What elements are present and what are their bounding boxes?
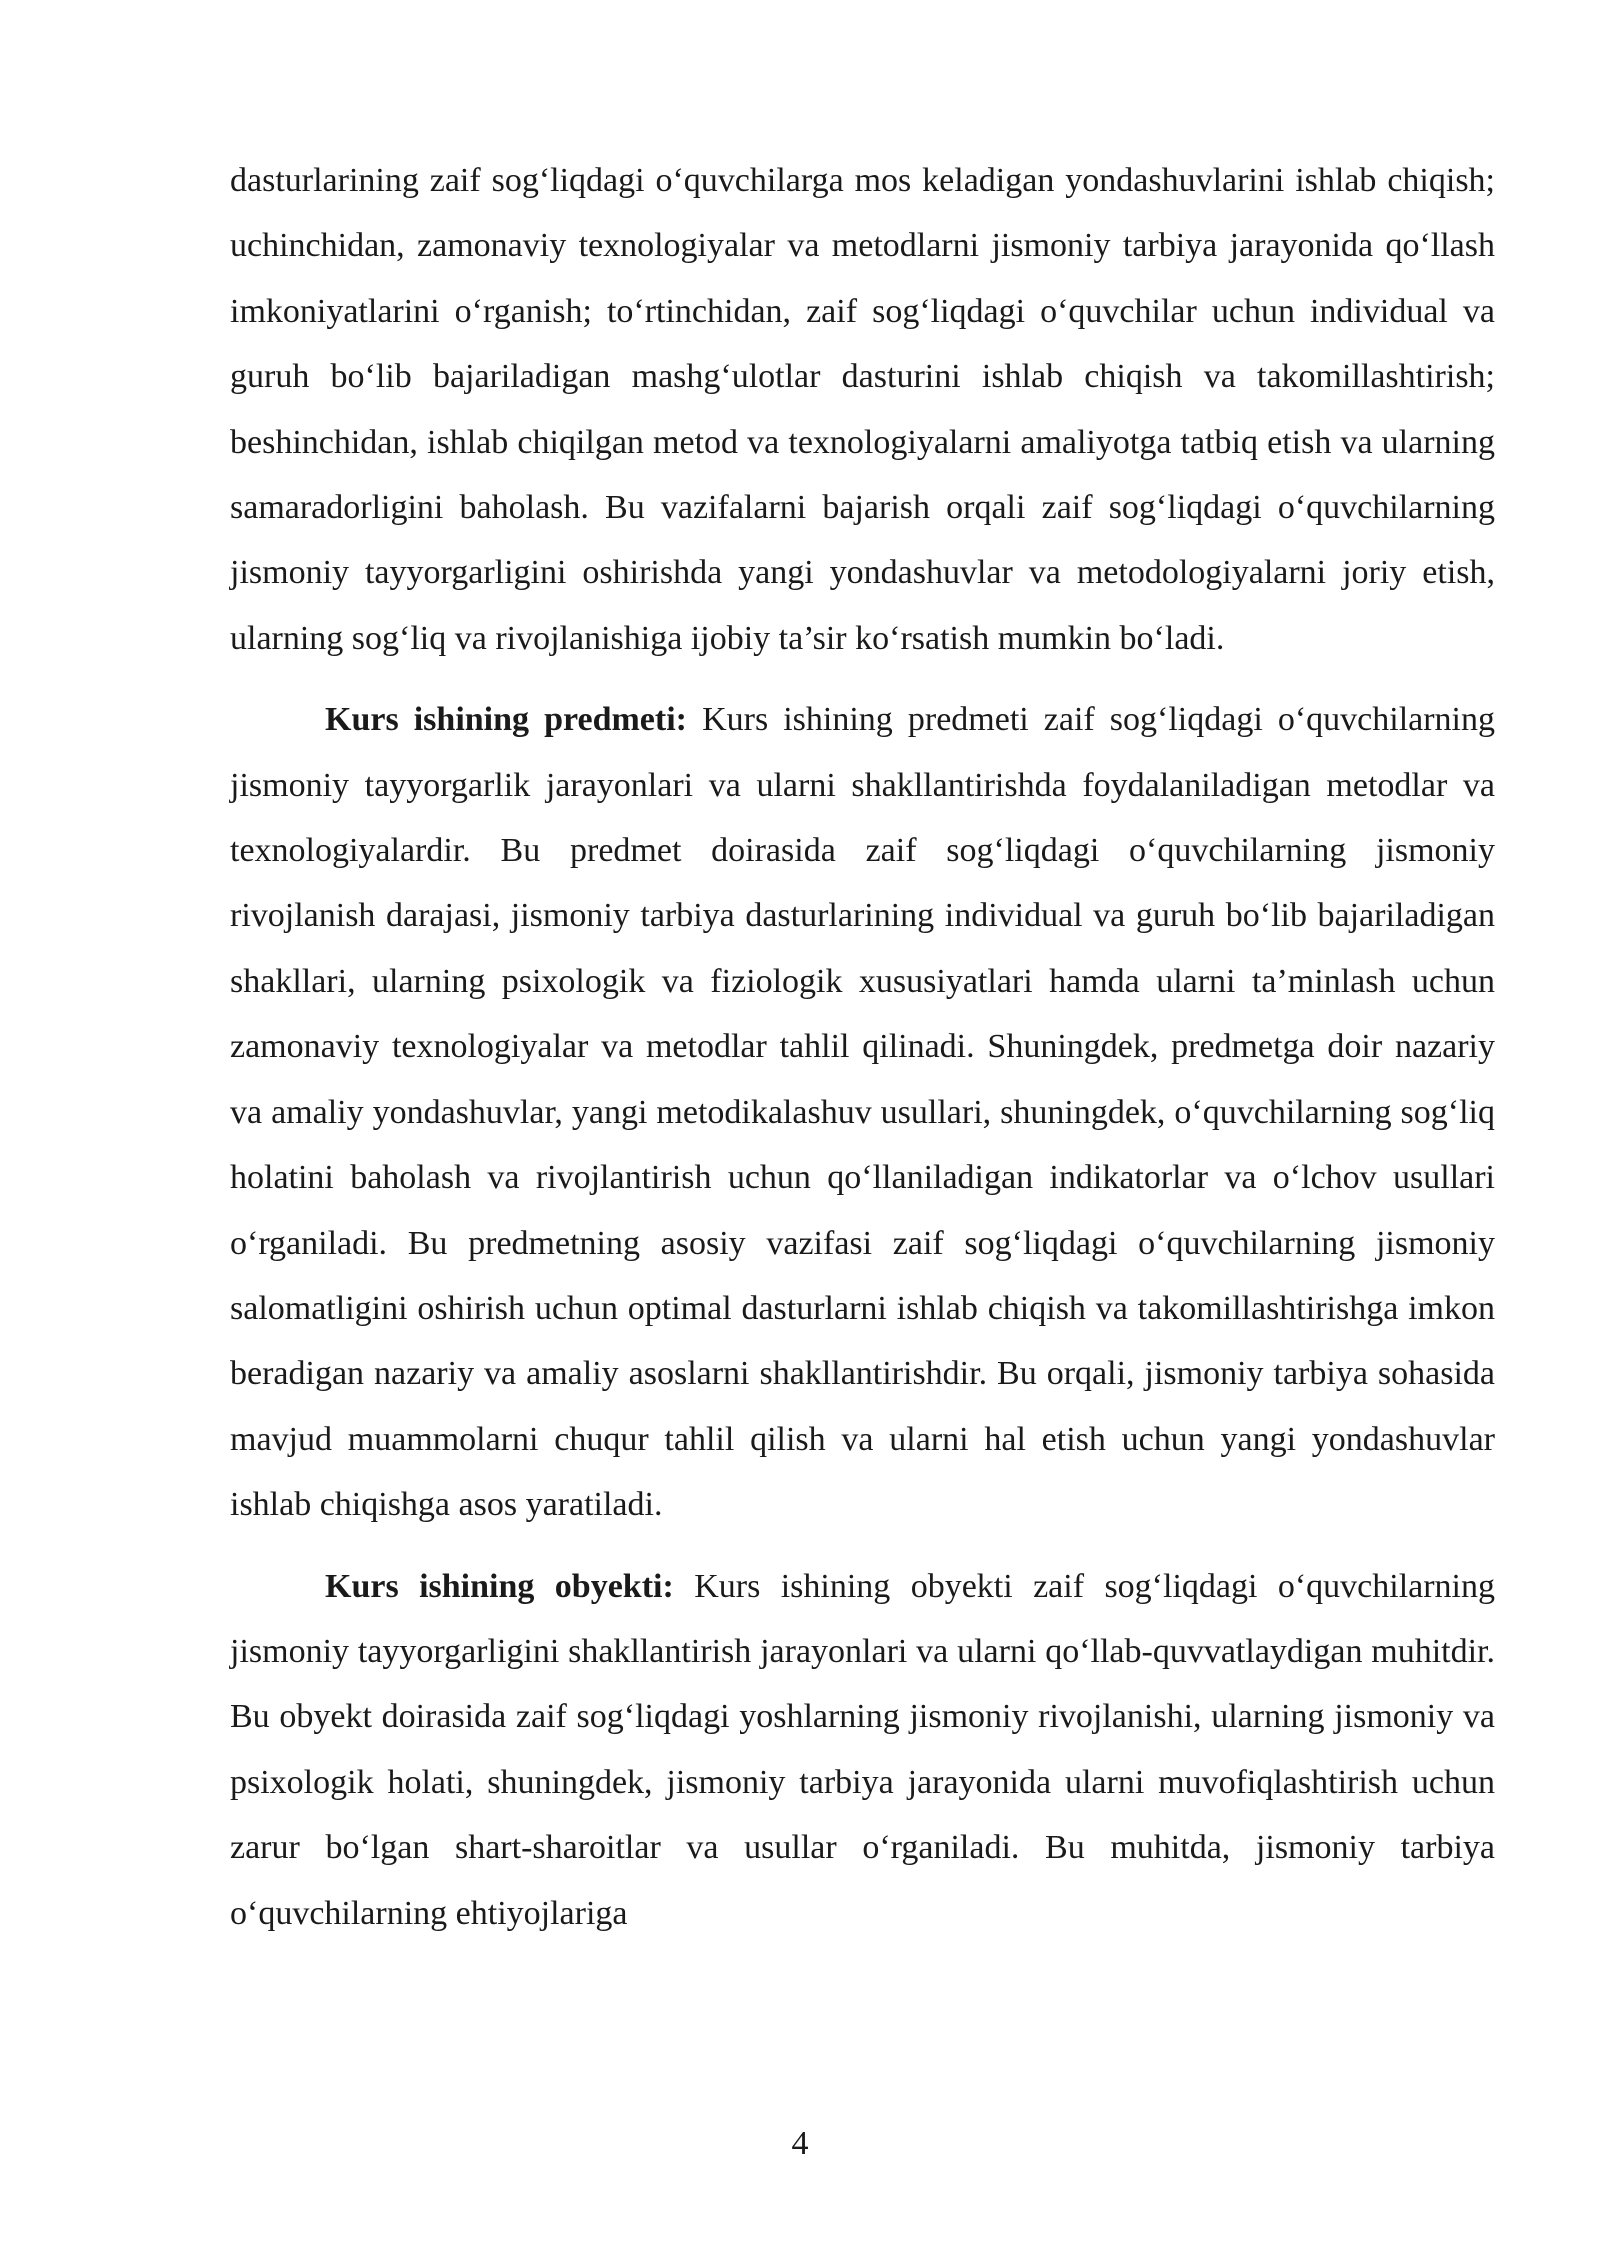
paragraph-text: dasturlarining zaif sog‘liqdagi o‘quvchilarga mos keladigan yondashuvlarini ishlab chiqish; uchinchidan, zamonaviy texnologiyalar va metodlarni jismoniy tarbiya jarayonida qo‘llash imkoniyatlarini o‘rganish; to‘rtinchidan, zaif sog‘liqdagi o‘quvchilar uchun individual va guruh bo‘lib bajariladigan mashg‘ulotlar dasturini ishlab chiqish va takomillashtirish; beshinchidan, ishlab chiqilgan metod va texnologiyalarni amaliyotga tatbiq etish va ularning samaradorligini baholash. Bu vazifalarni bajarish orqali zaif sog‘liqdagi o‘quvchilarning jismoniy tayyorgarligini oshirishda yangi yondashuvlar va metodologiyalarni joriy etish, ularning sog‘liq va rivojlanishiga ijobiy ta’sir ko‘rsatish mumkin bo‘ladi.	[230, 162, 1495, 657]
paragraph-course-object	[230, 1554, 1495, 1946]
paragraph-course-subject	[230, 687, 1495, 1537]
paragraph-tasks-continuation	[230, 148, 1495, 671]
paragraph-heading-object: Kurs ishining obyekti:	[325, 1567, 674, 1605]
page-number: 4	[791, 2125, 809, 2162]
paragraph-text: Kurs ishining predmeti zaif sog‘liqdagi o‘quvchilarning jismoniy tayyorgarlik jarayonlari va ularni shakllantirishda foydalaniladigan metodlar va texnologiyalardir. Bu predmet doirasida zaif sog‘liqdagi o‘quvchilarning jismoniy rivojlanish darajasi, jismoniy tarbiya dasturlarining individual va guruh bo‘lib bajariladigan shakllari, ularning psixologik va fiziologik xususiyatlari hamda ularni ta’minlash uchun zamonaviy texnologiyalar va metodlar tahlil qilinadi. Shuningdek, predmetga doir nazariy va amaliy yondashuvlar, yangi metodikalashuv usullari, shuningdek, o‘quvchilarning sog‘liq holatini baholash va rivojlantirish uchun qo‘llaniladigan indikatorlar va o‘lchov usullari o‘rganiladi. Bu predmetning asosiy vazifasi zaif sog‘liqdagi o‘quvchilarning jismoniy salomatligini oshirish uchun optimal dasturlarni ishlab chiqish va takomillashtirishga imkon beradigan nazariy va amaliy asoslarni shakllantirishdir. Bu orqali, jismoniy tarbiya sohasida mavjud muammolarni chuqur tahlil qilish va ularni hal etish uchun yangi yondashuvlar ishlab chiqishga asos yaratiladi.	[230, 701, 1495, 1524]
body-text	[230, 148, 1495, 1946]
paragraph-heading-subject: Kurs ishining predmeti:	[325, 701, 687, 739]
paragraph-text: Kurs ishining obyekti zaif sog‘liqdagi o‘quvchilarning jismoniy tayyorgarligini shakllantirish jarayonlari va ularni qo‘llab-quvvatlaydigan muhitdir. Bu obyekt doirasida zaif sog‘liqdagi yoshlarning jismoniy rivojlanishi, ularning jismoniy va psixologik holati, shuningdek, jismoniy tarbiya jarayonida ularni muvofiqlashtirish uchun zarur bo‘lgan shart-sharoitlar va usullar o‘rganiladi. Bu muhitda, jismoniy tarbiya o‘quvchilarning ehtiyojlariga	[230, 1567, 1495, 1932]
